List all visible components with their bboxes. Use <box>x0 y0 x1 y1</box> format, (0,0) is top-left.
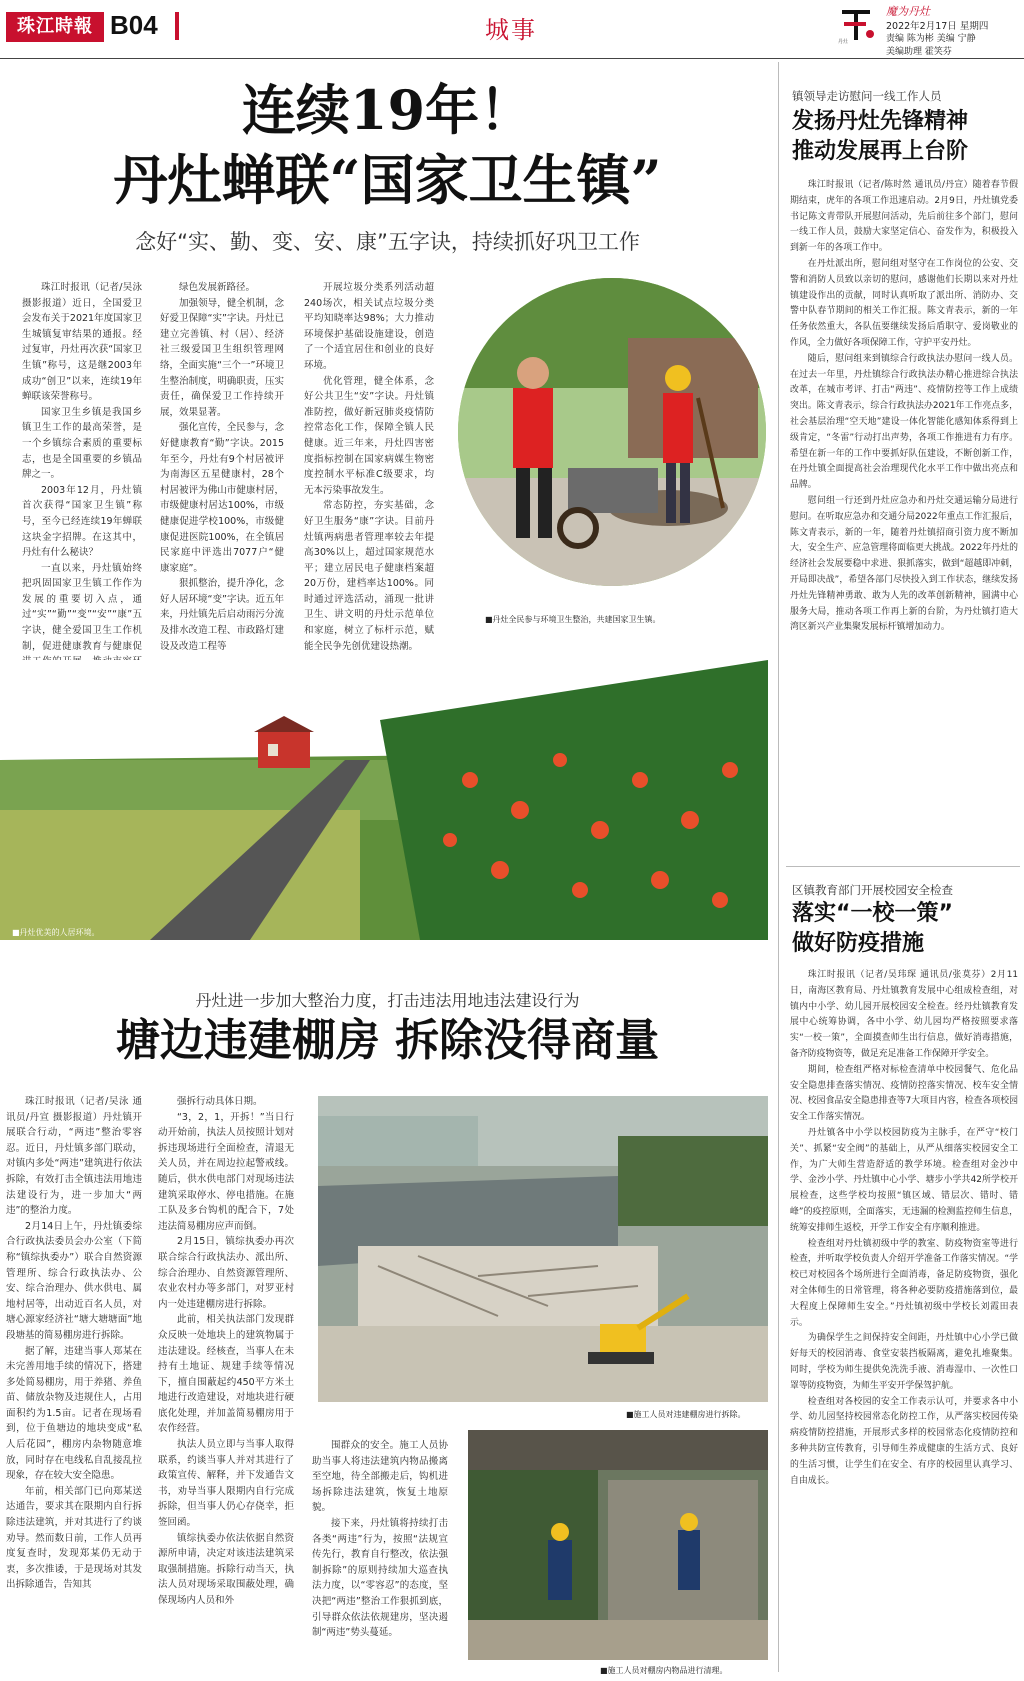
story2-column-3 <box>312 1438 448 1674</box>
story1-photo-landscape <box>0 660 768 940</box>
story2-photo-shed <box>468 1430 768 1660</box>
story3-body <box>790 178 1018 846</box>
paragraph: 围群众的安全。施工人员协助当事人将违法建筑内物品搬离至空地，待全部搬走后，钩机进场拆除违法建筑，恢复土地原貌。 <box>312 1440 448 1514</box>
paragraph: 优化管理，健全体系，念好公共卫生“安”字诀。丹灶镇准防控，做好新冠肺炎疫情防控常态化工作，保障全镇人民健康。近三年来，丹灶四害密度指标控制在国家病媒生物密度控制水平标准C级要求，均无本污染事故发生。 <box>304 375 434 496</box>
masthead <box>0 0 1024 57</box>
brand-title: 魔为丹灶 <box>886 5 930 18</box>
assistant-editor-line: 美编助理 霍笑芬 <box>886 47 952 57</box>
story2-photo-shed-caption: ■施工人员对棚房内物品进行清理。 <box>600 1666 728 1675</box>
paragraph: 常态防控，夯实基础，念好卫生服务“康”字诀。目前丹灶镇两病患者管理率较去年提高30%以上，超过国家规范水平；建立居民电子健康档案超20万份，建档率达100%。同时通过评选活动，涌现一批讲卫生、讲文明的丹灶示范单位和家庭，树立了标杆示范，赋能全民争先创优建设热潮。 <box>304 500 434 652</box>
story4-kicker: 区镇教育部门开展校园安全检查 <box>792 883 953 897</box>
paragraph: 丹灶镇各中小学以校园防疫为主脉手，在严守“校门关”、抓紧“安全阀”的基础上，从严从细落实校园安全工作，为广大师生营造舒适的教学环境。检查组对金沙中学、金沙小学、丹灶镇中心小学、塘步小学共42所学校开展检查，这些学校均按照“镇区域、错层次、错时、错峰”的疫控原则，全面落实，无违漏的检测监控师生信息，统筹安排师生返校，开学工作安全有序顺利推进。 <box>790 1127 1018 1233</box>
section-title: 城事 <box>485 16 537 44</box>
paragraph: 执法人员立即与当事人取得联系，约谈当事人并对其进行了政策宣传、解释，并下发通告文书，劝导当事人限期内自行完成拆除，但当事人仍心存侥幸，拒签回函。 <box>158 1439 294 1529</box>
paragraph: 慰问组一行还到丹灶应急办和丹灶交通运输分局进行慰问。在听取应急办和交通分局2022年重点工作汇报后，陈文青表示，新的一年，随着丹灶镇招商引资力度不断加大，安全生产、应急管理将面临更大挑战。2022年丹灶的经济社会发展要稳中求进、狠抓落实，做到“超越即冲刺，开局即决战”，希望各部门尽快投入到工作状态，继续发扬丹灶先锋精神勇敢、敢为人先的改革创新精神，圆满中心服务大局，推动各项工作再上新的台阶，为丹灶镇打造大湾区新兴产业集聚发展标杆镇增加动力。 <box>790 495 1018 633</box>
right-story-divider <box>786 866 1020 867</box>
story1-headline-line1: 连续19年！ <box>241 78 534 142</box>
newspaper-logo: 珠江時報 <box>6 12 104 42</box>
story1-column-1 <box>22 280 142 690</box>
story2-photo-demolition <box>318 1096 768 1402</box>
issue-date: 2022年2月17日 星期四 <box>886 21 989 32</box>
story2-column-1 <box>6 1094 142 1674</box>
paragraph: 珠江时报讯（记者/吴泳 摄影报道）近日，全国爱卫会发布关于2021年度国家卫生城镇复审结果的通报。经过复审，丹灶再次获“国家卫生镇”称号，这是继2003年成功“创卫”以来，连续19年蝉联该荣誉称号。 <box>22 282 142 403</box>
story2-photo-demolition-caption: ■施工人员对违建棚房进行拆除。 <box>626 1410 746 1419</box>
brand-sub: 丹灶 <box>838 39 849 45</box>
story1-subhead: 念好“实、勤、变、安、康”五字诀，持续抓好巩卫工作 <box>135 230 640 254</box>
story2-headline: 塘边违建棚房 拆除没得商量 <box>115 1015 660 1066</box>
paragraph: 一直以来，丹灶镇始终把巩固国家卫生镇工作作为发展的重要切入点，通过“实”“勤”“变”“安”“康”五字诀，健全爱国卫生工作机制，促进健康教育与健康促 <box>22 562 142 652</box>
paragraph: “3，2，1，开拆！”当日行动开始前，执法人员按照计划对拆违现场进行全面检查，清退无关人员，并在周边拉起警戒线。随后，供水供电部门对现场违法建筑采取停水、停电措施。在施工队及多台钩机的配合下，7处违法简易棚房应声而倒。 <box>158 1111 294 1232</box>
paragraph: 珠江时报讯（记者/吴泳 通讯员/丹宣 摄影报道）丹灶镇开展联合行动，“两违”整治零容忍。近日，丹灶镇多部门联动，对镇内多处“两违”建筑进行依法拆除，有效打击全镇违法用地违法建设行为，进一步加大“两违”的整治力度。 <box>6 1096 142 1217</box>
story1-column-3 <box>304 280 434 690</box>
paragraph: 期间，检查组严格对标检查清单中校园餐气、危化品安全隐患排查落实情况、疫情防控落实情况、校车安全情况、校园食品安全隐患排查等7大项目内容，检查各项校园安全工作落实情况。 <box>790 1064 1018 1123</box>
paragraph: 年前，相关部门已向郑某送达通告，要求其在限期内自行拆除违法建筑，并对其进行了约谈劝导。然而数日前，工作人员再度复查时，发现郑某仍无动于衷，多次推诿，于是现场对其发出拆除通告，告知其 <box>6 1485 142 1591</box>
story1-headline-line2: 丹灶蝉联“国家卫生镇” <box>113 148 662 212</box>
paragraph: 珠江时报讯（记者/吴玮琛 通讯员/张莫芬）2月11日，南海区教育局、丹灶镇教育发展中心组成检查组，对镇内中小学、幼儿园开展校园安全检查。经丹灶镇教育发展中心统筹协调，各中小学、幼儿园均严格按照要求落实“一校一策”，全面摸查师生出行信息，做好消毒措施，备齐防疫物资等，做足充足准备工作保障开学安全。 <box>790 970 1018 1059</box>
paragraph: 狠抓整治，提升净化，念好人居环境“变”字诀。近五年来，丹灶镇先后启动雨污分流及排水改造工程、市政路灯建设及改造工程等 <box>160 578 284 652</box>
paragraph: 珠江时报讯（记者/陈时然 通讯员/丹宣）随着春节假期结束，虎年的各项工作迅速启动。2月9日，丹灶镇党委书记陈文青带队开展慰问活动，先后前往多个部门，慰问一线工作人员，鼓励大家坚定信心、奋发作为，积极投入到新一年的各项工作中。 <box>790 180 1018 254</box>
paragraph: 镇综执委办依法依据自然资源所申请，决定对该违法建筑采取强制措施。拆除行动当天，执法人员对现场采取围蔽处理，确保现场内人员和外 <box>158 1532 294 1606</box>
story4-body <box>790 968 1018 1674</box>
paragraph: 检查组对丹灶镇初级中学的教室、防疫物资室等进行检查，并听取学校负责人介绍开学准备工作落实情况。“学校已对校园各个场所进行全面消毒，备足防疫物资，强化对全体师生的日常管理，将各种必要防疫措施落到位，最大程度上保障师生安全。”丹灶镇初级中学校长刘霞田表示。 <box>790 1238 1018 1328</box>
paragraph: 此前，相关执法部门发现群众反映一处地块上的建筑物属于违法建设。经核查，当事人在未持有土地证、规建手续等情况下，擅自围蔽起约450平方米土地进行改造建设，对地块进行硬底化处理，并加盖简易棚房用于农作经营。 <box>158 1314 294 1435</box>
paragraph: 国家卫生乡镇是我国乡镇卫生工作的最高荣誉，是一个乡镇综合素质的重要标志，也是全国重要的乡镇品牌之一。 <box>22 406 142 481</box>
paragraph: 强拆行动具体日期。 <box>177 1096 263 1107</box>
story3-kicker: 镇领导走访慰问一线工作人员 <box>792 89 942 103</box>
paragraph: 2月14日上午，丹灶镇委综合行政执法委员会办公室（下简称“镇综执委办”）联合自然资源管理所、综合行政执法办、公安、综合治理办、供水供电、属地村居等，出动近百名人员，对塘心源家经济社“塘大塘塘面”地段塘基的简易棚房进行拆除。 <box>6 1220 142 1341</box>
story1-photo-volunteers-caption: ■丹灶全民参与环境卫生整治，共建国家卫生镇。 <box>485 615 661 624</box>
story2-kicker: 丹灶进一步加大整治力度，打击违法用地违法建设行为 <box>195 991 580 1010</box>
paragraph: 2003年12月，丹灶镇首次获得“国家卫生镇”称号，至今已经连续19年蝉联这块金字招牌。在这其中，丹灶有什么秘诀？ <box>22 484 142 559</box>
story1-column-2 <box>160 280 284 690</box>
paragraph: 加强领导，健全机制，念好爱卫保障“实”字诀。丹灶已建立完善镇、村（居）、经济社三级爱国卫生组织管理网络，全面实施“三个一”环境卫生整治制度，明确职责，压实责任，确保爱卫工作持续开展，效果显著。 <box>160 297 284 418</box>
paragraph: 2月15日，镇综执委办再次联合综合行政执法办、派出所、综合治理办、自然资源管理所、农业农村办等多部门，对罗亚村内一处违建棚房进行拆除。 <box>158 1236 294 1310</box>
paragraph: 开展垃圾分类系列活动超240场次，相关试点垃圾分类平均知晓率达98%；大力推动环境保护基础设施建设，创造了一个适宜居住和创业的良好环境。 <box>304 282 434 371</box>
paragraph: 绿色发展新路径。 <box>179 282 256 293</box>
story3-headline-line2: 推动发展再上台阶 <box>792 139 969 164</box>
paragraph: 随后，慰问组来到镇综合行政执法办慰问一线人员。在过去一年里，丹灶镇综合行政执法办精心推进综合执法改革，在城市考评、打击“两违”、疫情防控等工作上成绩突出。陈文青表示，综合行政执法办2021年工作亮点多，社会基层治理“空天地”建设一体化智能化感知体系得到上级肯定，“冬雷”行动打出声势，各项工作推进有力有序。希望在新一年的工作中要抓好队伍建设，不断创新工作，在丹灶镇全面提高社会治理现代化水平工作中做出亮点和品牌。 <box>790 353 1018 491</box>
paragraph: 检查组对各校园的安全工作表示认可，并要求各中小学、幼儿园坚持校园常态化防控工作，从严落实校园传染病疫情防控措施，开展形式多样的校园常态化疫情防控和多种共防宣传教育，引导师生养成健康的生活方式、良好的生活习惯，让学生们在安全、有序的校园里认真学习、自由成长。 <box>790 1396 1018 1486</box>
story4-headline-line1: 落实“一校一策” <box>792 901 953 926</box>
paragraph: 强化宣传，全民参与，念好健康教育“勤”字诀。2015年至今，丹灶有9个村居被评为南海区五星健康村，28个村居被评为佛山市健康村居，市级健康村居达100%，市级健康促进学校100%，市级健康促进医院100%，在全镇居民家庭中评选出7077户“健康家庭”。 <box>160 422 284 574</box>
paragraph: 接下来，丹灶镇将持续打击各类“两违”行为，按照“法规宣传先行，教育自行整改，依法强制拆除”的原则持续加大巡查执法力度，以“零容忍”的态度，坚决把“两违”整治工作狠抓到底，引导群众依法依规建房，坚决遏制“两违”势头蔓延。 <box>312 1517 448 1639</box>
story2-column-2 <box>158 1094 294 1674</box>
masthead-red-bar <box>175 12 179 40</box>
paragraph: 在丹灶派出所，慰问组对坚守在工作岗位的公安、交警和消防人员致以亲切的慰问，感谢他们长期以来对丹灶镇建设作出的贡献，同时认真听取了派出所、消防办、交警中队春节期间的相关工作汇报。陈文青表示，新的一年任务依然重大，各队伍要继续发扬后盾职守、爱岗敬业的作风，全力做好各项保障工作，守护平安丹灶。 <box>790 258 1018 348</box>
story1-photo-volunteers <box>458 278 766 586</box>
editor-line: 责编 陈为彬 美编 宁静 <box>886 34 976 44</box>
paragraph: 为确保学生之间保持安全间距，丹灶镇中心小学已做好每天的校园消毒、食堂安装挡板隔离，避免扎堆聚集。同时，学校为师生提供免洗洗手液、消毒湿巾、一次性口罩等防疫物资，为师生平安开学保驾护航。 <box>790 1333 1018 1391</box>
story3-headline-line1: 发扬丹灶先锋精神 <box>792 109 969 134</box>
story1-photo-landscape-caption: ■丹灶优美的人居环境。 <box>12 928 100 937</box>
right-column-divider <box>778 62 779 1672</box>
page-number: B04 <box>110 10 158 40</box>
masthead-divider <box>0 58 1024 59</box>
paragraph: 据了解，违建当事人郑某在未完善用地手续的情况下，搭建多处简易棚房，用于养猪、养鱼苗、储放杂物及违规住人，占用面积约为1.5亩。记者在现场看到，位于鱼塘边的地块变成“私人后花园”，棚房内杂物随意堆放，同时存在电线私自乱接乱拉现象，存在较大安全隐患。 <box>6 1345 142 1482</box>
story4-headline-line2: 做好防疫措施 <box>792 931 925 956</box>
